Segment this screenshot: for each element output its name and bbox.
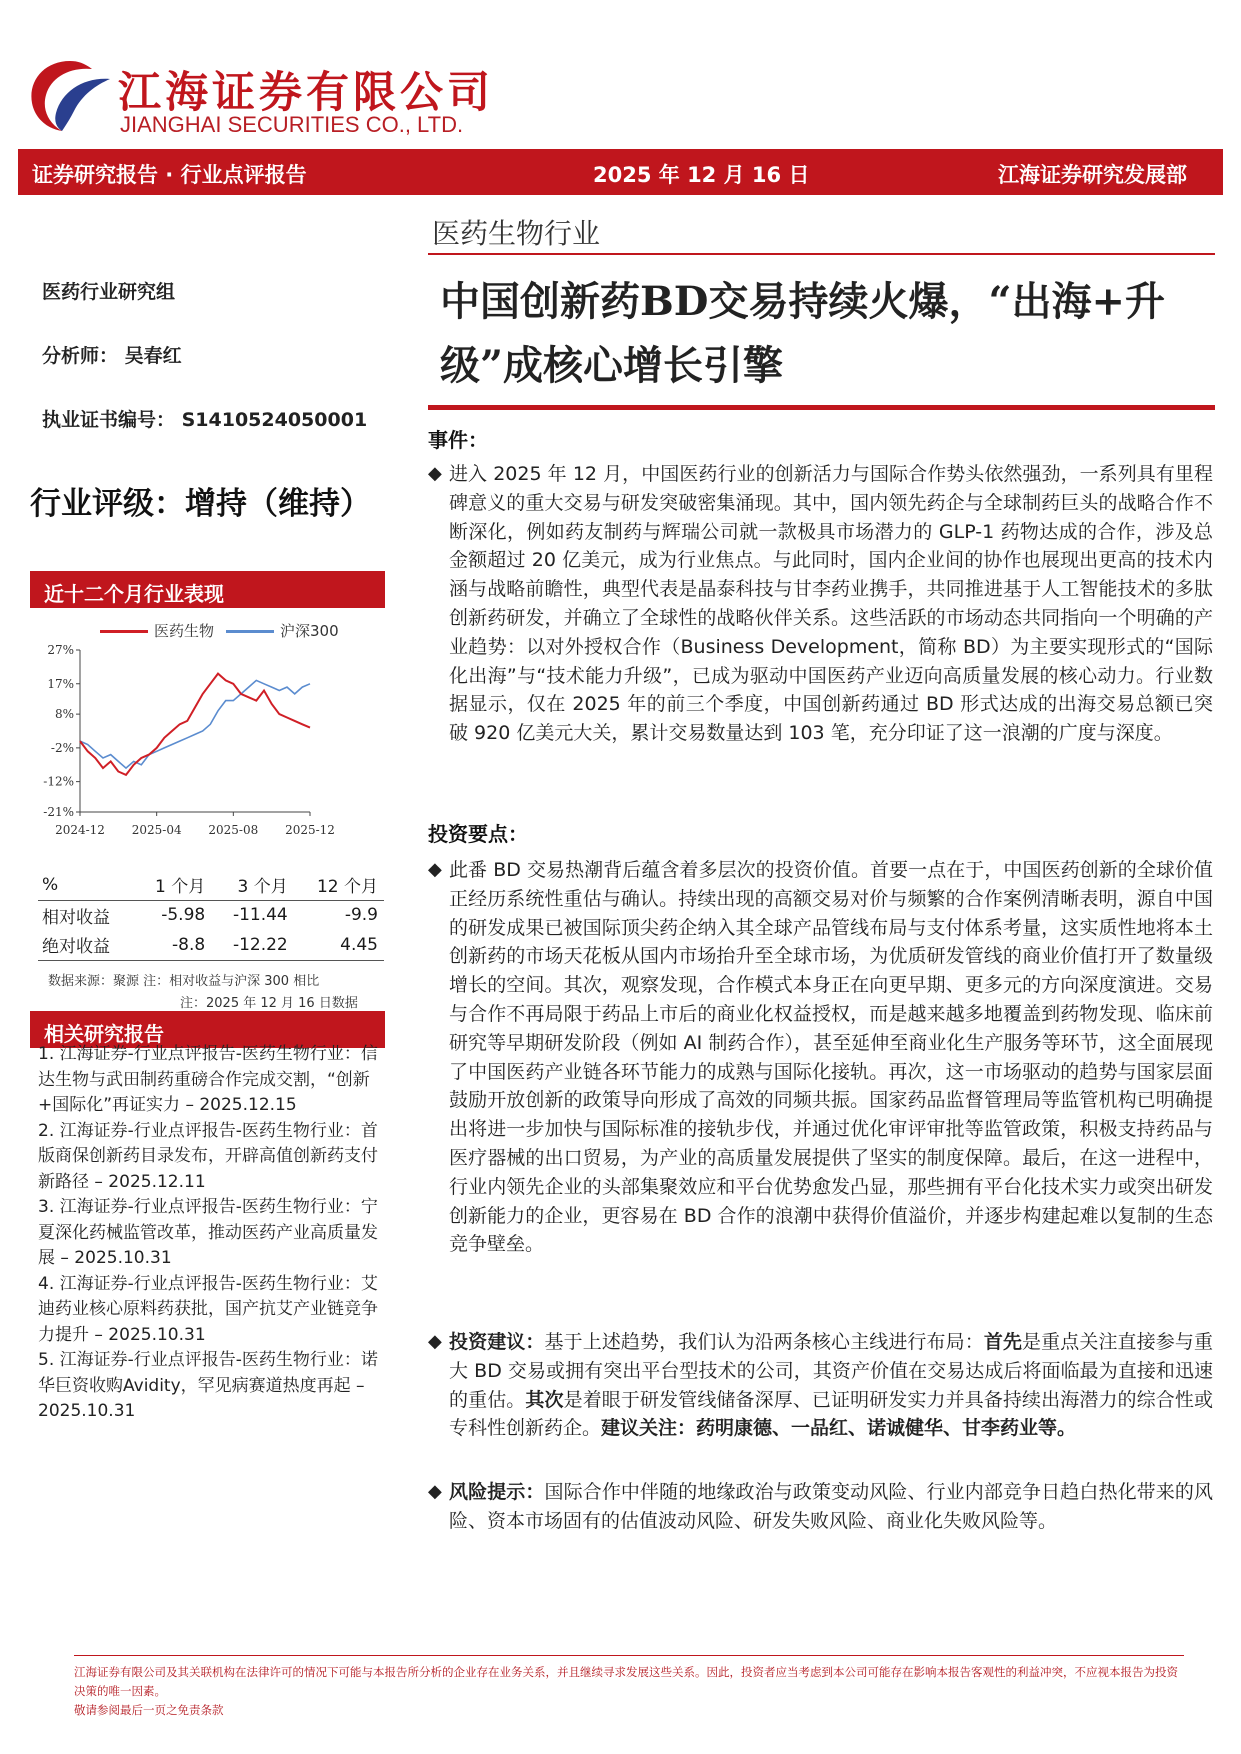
table-note-source: 数据来源：聚源 注：相对收益与沪深 300 相比 (48, 974, 320, 989)
logo-swoosh-icon (26, 55, 114, 133)
bullet-diamond-icon: ◆ (428, 859, 442, 880)
table-cell: -12.22 (211, 930, 294, 960)
x-tick-label: 2024-12 (55, 823, 105, 837)
company-name-en: JIANGHAI SECURITIES CO., LTD. (120, 112, 464, 137)
title-rule-top (428, 253, 1215, 255)
related-report-link[interactable]: 4. 江海证券-行业点评报告-医药生物行业：艾迪药业核心原料药获批，国产抗艾产业链竞争力提升 – 2025.10.31 (38, 1273, 378, 1345)
bullet-diamond-icon: ◆ (428, 1481, 442, 1502)
y-tick-label: 8% (54, 707, 74, 722)
legend-industry: 医药生物 (154, 622, 215, 640)
bullet-diamond-icon: ◆ (428, 1331, 442, 1352)
x-tick-label: 2025-08 (208, 823, 259, 837)
event-heading: 事件： (428, 428, 488, 452)
advice-focus: 建议关注：药明康德、一品红、诺诚健华、甘李药业等。 (601, 1417, 1077, 1440)
related-report-link[interactable]: 2. 江海证券-行业点评报告-医药生物行业：首版商保创新药目录发布，开辟高值创新药支付新路径 – 2025.12.11 (38, 1120, 378, 1192)
report-type: 证券研究报告 · 行业点评报告 (32, 163, 307, 187)
table-row (38, 900, 384, 930)
related-reports-title: 相关研究报告 (30, 1011, 385, 1048)
event-text: 进入 2025 年 12 月，中国医药行业的创新活力与国际合作势头依然强劲，一系列具有里程碑意义的重大交易与研发突破密集涌现。其中，国内领先药企与全球制药巨头的战略合作不断深化，例如药友制药与辉瑞公司就一款极具市场潜力的 GLP-1 药物达成的合作，涉及总金额超过 20 亿美元，成为行业焦点。与此同时，国内企业间的协作也展现出更高的技术内涵与战略前瞻性，典型代表是晶泰科技与甘李药业携手，共同推进基于人工智能技术的多肽创新药研发，并确立了全球性的战略伙伴关系。这些活跃的市场动态共同指向一个明确的产业趋势：以对外授权合作（Business Development，简称 BD）为主要实现形式的“国际化出海”与“技术能力升级”，已成为驱动中国医药产业迈向高质量发展的核心动力。行业数据显示，仅在 2025 年的前三个季度，中国创新药通过 BD 形式达成的出海交易总额已突破 920 亿美元大关，累计交易数量达到 103 笔，充分印证了这一浪潮的广度与深度。 (449, 463, 1213, 745)
performance-table (38, 870, 384, 961)
table-cell: -8.8 (134, 930, 211, 960)
table-header-cell: 3 个月 (211, 870, 294, 900)
risk-label: 风险提示： (449, 1481, 545, 1503)
advice-text-1: 基于上述趋势，我们认为沿两条核心主线进行布局： (544, 1331, 984, 1353)
advice-second: 其次 (525, 1388, 564, 1411)
industry-rating: 行业评级：增持（维持） (30, 486, 371, 522)
table-note-date: 注：2025 年 12 月 16 日数据 (180, 996, 358, 1011)
x-tick-label: 2025-12 (285, 823, 335, 837)
risk-paragraph (428, 1478, 1213, 1536)
investment-advice-paragraph (428, 1328, 1213, 1443)
key-points-text: 此番 BD 交易热潮背后蕴含着多层次的投资价值。首要一点在于，中国医药创新的全球价值正经历系统性重估与确认。持续出现的高额交易对价与频繁的合作案例清晰表明，源自中国的研发成果已被国际顶尖药企纳入其全球产品管线布局与支付体系考量，这实质性地将本土创新药的市场天花板从国内市场抬升至全球市场，为优质研发管线的商业价值打开了数量级增长的空间。其次，观察发现，合作模式本身正在向更早期、更多元的方向深度演进。交易与合作不再局限于药品上市后的商业化权益授权，而是越来越多地覆盖到药物发现、临床前研究等早期研发阶段（例如 AI 制药合作），甚至延伸至商业化生产服务等环节，这全面展现了中国医药产业链各环节能力的成熟与国际化接轨。再次，这一市场驱动的趋势与国家层面鼓励开放创新的政策导向形成了高效的同频共振。国家药品监督管理局等监管机构已明确提出将进一步加快与国际标准的接轨步伐，并通过优化审评审批等监管政策，积极支持药品与医疗器械的出口贸易，为产业的高质量发展提供了坚实的制度保障。最后，在这一进程中，行业内领先企业的头部集聚效应和平台优势愈发凸显，那些拥有平台化技术实力或突出研发创新能力的企业，更容易在 BD 合作的浪潮中获得价值溢价，并逐步构建起难以复制的生态竞争壁垒。 (449, 859, 1213, 1256)
table-header-cell: 12 个月 (294, 870, 384, 900)
advice-first: 首先 (983, 1331, 1023, 1353)
research-dept: 江海证券研究发展部 (998, 163, 1187, 187)
disclaimer-link[interactable]: 敬请参阅最后一页之免责条款 (74, 1703, 224, 1717)
key-points-paragraph (428, 856, 1213, 1259)
y-tick-label: -2% (50, 740, 74, 755)
performance-chart (30, 612, 385, 857)
table-cell: 4.45 (294, 930, 384, 960)
y-tick-label: 17% (47, 676, 74, 691)
x-tick-label: 2025-04 (131, 823, 182, 837)
table-cell: 绝对收益 (38, 930, 134, 960)
key-points-heading: 投资要点： (428, 822, 528, 846)
advice-text-3: 是着眼于研发管线储备深厚、已证明研发实力并具备持续出海潜力的综合性或专科性创新药企。 (449, 1388, 1213, 1440)
table-row (38, 930, 384, 960)
license-number: 执业证书编号： S1410524050001 (42, 409, 368, 431)
company-logo (26, 55, 494, 145)
advice-label: 投资建议： (449, 1331, 545, 1353)
report-headline: 中国创新药BD交易持续火爆，“出海+升级”成核心增长引擎 (440, 278, 1166, 389)
report-date: 2025 年 12 月 16 日 (593, 163, 810, 187)
footer-rule (74, 1655, 1184, 1656)
y-tick-label: -21% (43, 805, 74, 819)
report-header-bar (18, 149, 1223, 195)
table-header-cell: % (38, 870, 134, 900)
y-tick-label: -12% (43, 774, 74, 789)
related-report-link[interactable]: 5. 江海证券-行业点评报告-医药生物行业：诺华巨资收购Avidity，罕见病赛道热度再起 – 2025.10.31 (38, 1350, 378, 1421)
industry-name: 医药生物行业 (432, 217, 601, 250)
related-reports-list (38, 1042, 388, 1425)
related-report-link[interactable]: 3. 江海证券-行业点评报告-医药生物行业：宁夏深化药械监管改革，推动医药产业高质量发展 – 2025.10.31 (38, 1197, 378, 1268)
table-cell: -11.44 (232, 905, 288, 926)
risk-text: 国际合作中伴随的地缘政治与政策变动风险、行业内部竞争日趋白热化带来的风险、资本市场固有的估值波动风险、研发失败风险、商业化失败风险等。 (449, 1481, 1213, 1532)
disclaimer-text: 江海证券有限公司及其关联机构在法律许可的情况下可能与本报告所分析的企业存在业务关系，并且继续寻求发展这些关系。因此，投资者应当考虑到本公司可能存在影响本报告客观性的利益冲突，不应视本报告为投资决策的唯一因素。 (74, 1665, 1178, 1698)
company-name-cn: 江海证券有限公司 (118, 68, 494, 118)
table-cell: -5.98 (161, 905, 206, 926)
disclaimer-footer (74, 1663, 1184, 1720)
legend-index: 沪深300 (280, 622, 339, 640)
related-report-link[interactable]: 1. 江海证券-行业点评报告-医药生物行业：信达生物与武田制药重磅合作完成交割，“创新+国际化”再证实力 – 2025.12.15 (38, 1044, 378, 1115)
title-rule-bottom (428, 405, 1215, 410)
event-paragraph (428, 460, 1213, 748)
advice-text-2: 是重点关注直接参与重大 BD 交易或拥有突出平台型技术的公司，其资产价值在交易达成后将面临最为直接和迅速的重估。 (449, 1331, 1213, 1411)
analyst-name: 分析师： 吴春红 (42, 345, 182, 367)
research-team: 医药行业研究组 (42, 281, 176, 303)
series-line-index (80, 680, 310, 768)
table-header-row (38, 870, 384, 900)
table-cell: -9.9 (344, 905, 378, 926)
table-header-cell: 1 个月 (134, 870, 211, 900)
y-tick-label: 27% (47, 643, 74, 657)
table-cell: 相对收益 (42, 907, 110, 928)
performance-chart-svg (30, 612, 385, 857)
performance-section-title: 近十二个月行业表现 (30, 571, 385, 608)
bullet-diamond-icon: ◆ (428, 463, 442, 484)
